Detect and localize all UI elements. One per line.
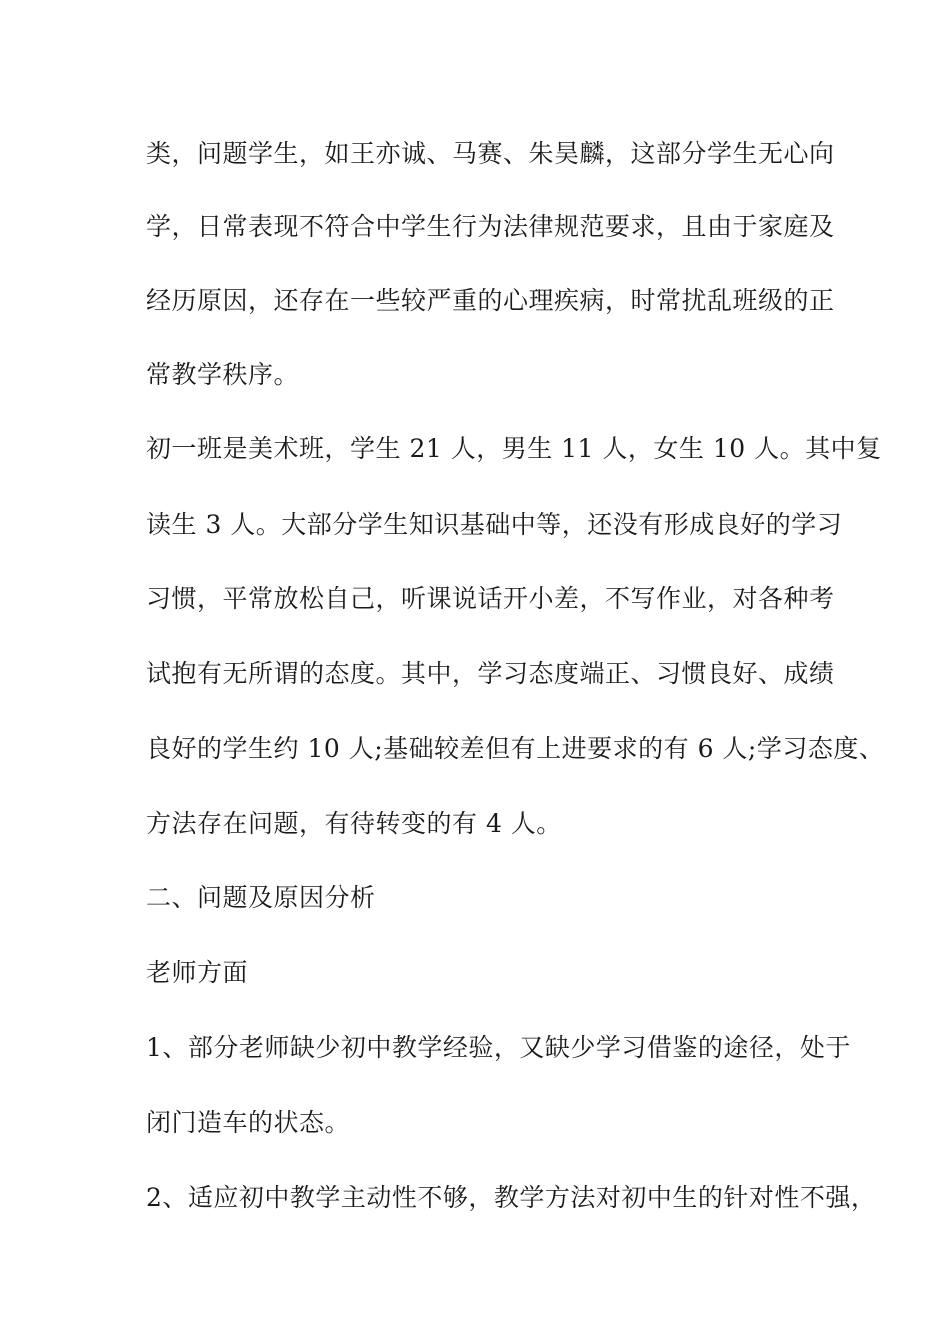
text-line: 方法存在问题，有待转变的有 4 人。 [146,809,562,838]
subsection-heading: 老师方面 [146,958,249,987]
text-line: 常教学秩序。 [146,360,300,389]
section-heading: 二、问题及原因分析 [146,883,376,912]
text-line: 类，问题学生，如王亦诚、马赛、朱昊麟，这部分学生无心向 [146,139,835,168]
list-item: 2、适应初中教学主动性不够，教学方法对初中生的针对性不强， [146,1183,877,1212]
text-line: 初一班是美术班，学生 21 人，男生 11 人，女生 10 人。其中复 [146,434,882,463]
text-line: 学，日常表现不符合中学生行为法律规范要求，且由于家庭及 [146,212,835,241]
text-line: 试抱有无所谓的态度。其中，学习态度端正、习惯良好、成绩 [146,659,835,688]
text-line: 读生 3 人。大部分学生知识基础中等，还没有形成良好的学习 [146,510,843,539]
list-item: 1、部分老师缺少初中教学经验，又缺少学习借鉴的途径，处于 [146,1033,851,1062]
text-line: 良好的学生约 10 人;基础较差但有上进要求的有 6 人;学习态度、 [146,734,885,763]
text-line: 习惯，平常放松自己，听课说话开小差，不写作业，对各种考 [146,584,835,613]
list-item-continuation: 闭门造车的状态。 [146,1108,351,1137]
text-line: 经历原因，还存在一些较严重的心理疾病，时常扰乱班级的正 [146,286,835,315]
